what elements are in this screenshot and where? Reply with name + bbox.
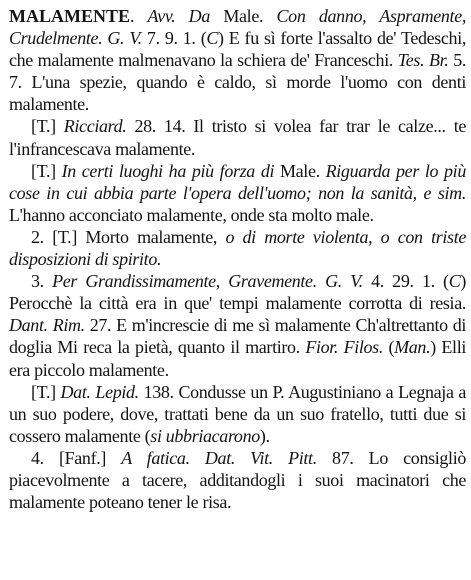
source-tag: [T.] (31, 381, 61, 402)
entry-sense-4 (9, 447, 466, 513)
source-abbrev: Dat. Lepid. (60, 381, 139, 402)
entry-sense-3 (9, 270, 466, 380)
source-mark: C (448, 271, 461, 292)
quotation-text: ) Perocchè la città era in que' tempi malamente corrotta di resia. (9, 271, 467, 314)
headword: MALAMENTE (9, 6, 130, 26)
source-abbrev: Dant. Rim. (9, 315, 85, 336)
text-span: . (258, 6, 277, 26)
text-span: Male. (274, 160, 326, 181)
citation-number: 7. 9. 1. ( (141, 28, 207, 49)
sense-number: 4. [Fanf.] (31, 447, 122, 468)
citation-number: 4. 29. 1. ( (362, 271, 449, 292)
entry-citation-lepid (9, 381, 466, 447)
text-span: ( (382, 337, 395, 358)
definition-text: o di morte violenta, o con triste disposizioni di spirito. (9, 226, 467, 270)
source-abbrev: Fior. Filos. (305, 337, 383, 358)
source-tag: [T.] (31, 160, 62, 181)
entry-citation-ricciard (9, 115, 466, 159)
entry-note-usage (9, 160, 466, 226)
example-text: L'hanno acconciato malamente, onde sta molto male. (9, 204, 374, 225)
quotation-text: 27. E m'increscie di me sì malamente Ch'altrettanto di doglia Mi reca la pietà, quanto il martiro. (9, 315, 467, 358)
quotation-text: 87. Lo consigliò piacevolmente a tacere, additandogli i suoi macinatori che malamente poteano tener le risa. (9, 447, 466, 513)
text-span: . (130, 6, 148, 26)
source-abbrev: Ricciard. (63, 116, 127, 137)
source-tag: [T.] (31, 116, 64, 137)
definition-text: Con danno, Aspramente, Crudelmente. G. V. (9, 6, 466, 49)
source-abbrev: Tes. Br. (397, 50, 449, 71)
source-mark: C (206, 28, 219, 49)
quotation-text: 5. 7. L'una spezie, quando è caldo, sì morde l'uomo con denti malamente. (9, 50, 466, 115)
quotation-text: 28. 14. Il tristo si volea far trar le calze... te l'infrancescava malamente. (9, 116, 466, 159)
definition-text: Riguarda per lo più cose in cui abbia parte l'opera dell'uomo; non la sanità, e sim. (9, 160, 466, 203)
source-mark: Man. (394, 337, 431, 358)
definition-text: Per Grandissimamente, Gravemente. G. V. (52, 271, 363, 292)
definition-text: In certi luoghi ha più forza di (61, 160, 275, 181)
sense-text: 2. [T.] Morto malamente, (31, 226, 226, 247)
gloss-text: si ubbriacarono (150, 425, 260, 446)
quotation-text: ) E fu sì forte l'assalto de' Tedeschi, che malamente malmenavano la schiera de' Franceschi. (9, 28, 467, 71)
text-span: Male (223, 6, 259, 26)
grammar-note: Avv. Da (147, 6, 224, 26)
quotation-text: ) Elli era piccolo malamente. (9, 337, 466, 380)
entry-sense-2 (9, 226, 466, 270)
text-span: ). (259, 425, 270, 446)
quotation-text: 138. Condusse un P. Augustiniano a Legnaja a un suo podere, dove, trattati bene da un suo fratello, tutti due si cossero malamente ( (9, 381, 467, 446)
definition-text: A fatica. Dat. Vit. Pitt. (121, 447, 317, 468)
entry-definition-1 (9, 5, 466, 115)
sense-number: 3. (31, 271, 53, 292)
